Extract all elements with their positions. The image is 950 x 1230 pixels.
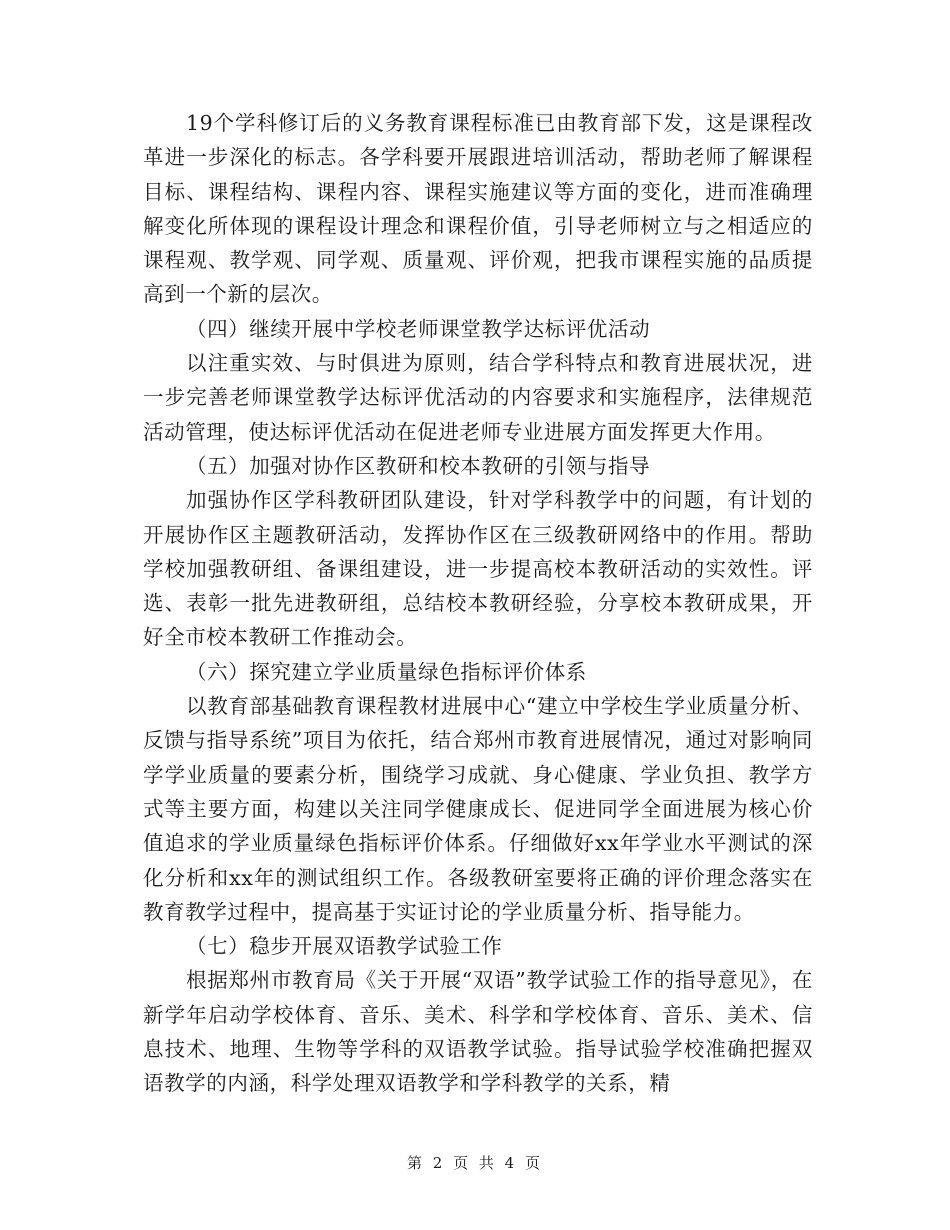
section-heading-4: （四）继续开展中学校老师课堂教学达标评优活动 — [186, 316, 651, 341]
document-body — [143, 106, 813, 1101]
section-heading-5: （五）加强对协作区教研和校本教研的引领与指导 — [186, 453, 651, 478]
section-heading-6: （六）探究建立学业质量绿色指标评价体系 — [186, 659, 587, 684]
section-heading-7: （七）稳步开展双语教学试验工作 — [186, 934, 503, 959]
body-paragraph: 加强协作区学科教研团队建设，针对学科教学中的问题，有计划的开展协作区主题教研活动，发挥协作区在三级教研网络中的作用。帮助学校加强教研组、备课组建设，进一步提高校本教研活动的实效性。评选、表彰一批先进教研组，总结校本教研经验，分享校本教研成果，开好全市校本教研工作推动会。 — [143, 488, 813, 650]
body-paragraph: 根据郑州市教育局《关于开展“双语”教学试验工作的指导意见》，在新学年启动学校体育、音乐、美术、科学和学校体育、音乐、美术、信息技术、地理、生物等学科的双语教学试验。指导试验学校准确把握双语教学的内涵，科学处理双语教学和学科教学的关系，精 — [143, 968, 813, 1096]
page-number-footer: 第 2 页 共 4 页 — [407, 1154, 543, 1172]
body-paragraph: 19个学科修订后的义务教育课程标准已由教育部下发，这是课程改革进一步深化的标志。各学科要开展跟进培训活动，帮助老师了解课程目标、课程结构、课程内容、课程实施建议等方面的变化，进而准确理解变化所体现的课程设计理念和课程价值，引导老师树立与之相适应的课程观、教学观、同学观、质量观、评价观，把我市课程实施的品质提高到一个新的层次。 — [143, 111, 813, 307]
body-paragraph: 以注重实效、与时俱进为原则，结合学科特点和教育进展状况，进一步完善老师课堂教学达标评优活动的内容要求和实施程序，法律规范活动管理，使达标评优活动在促进老师专业进展方面发挥更大作用。 — [143, 351, 813, 444]
body-paragraph: 以教育部基础教育课程教材进展中心“建立中学校生学业质量分析、反馈与指导系统”项目为依托，结合郑州市教育进展情况，通过对影响同学学业质量的要素分析，围绕学习成就、身心健康、学业负担、教学方式等主要方面，构建以关注同学健康成长、促进同学全面进展为核心价值追求的学业质量绿色指标评价体系。仔细做好xx年学业水平测试的深化分析和xx年的测试组织工作。各级教研室要将正确的评价理念落实在教育教学过程中，提高基于实证讨论的学业质量分析、指导能力。 — [143, 694, 813, 924]
